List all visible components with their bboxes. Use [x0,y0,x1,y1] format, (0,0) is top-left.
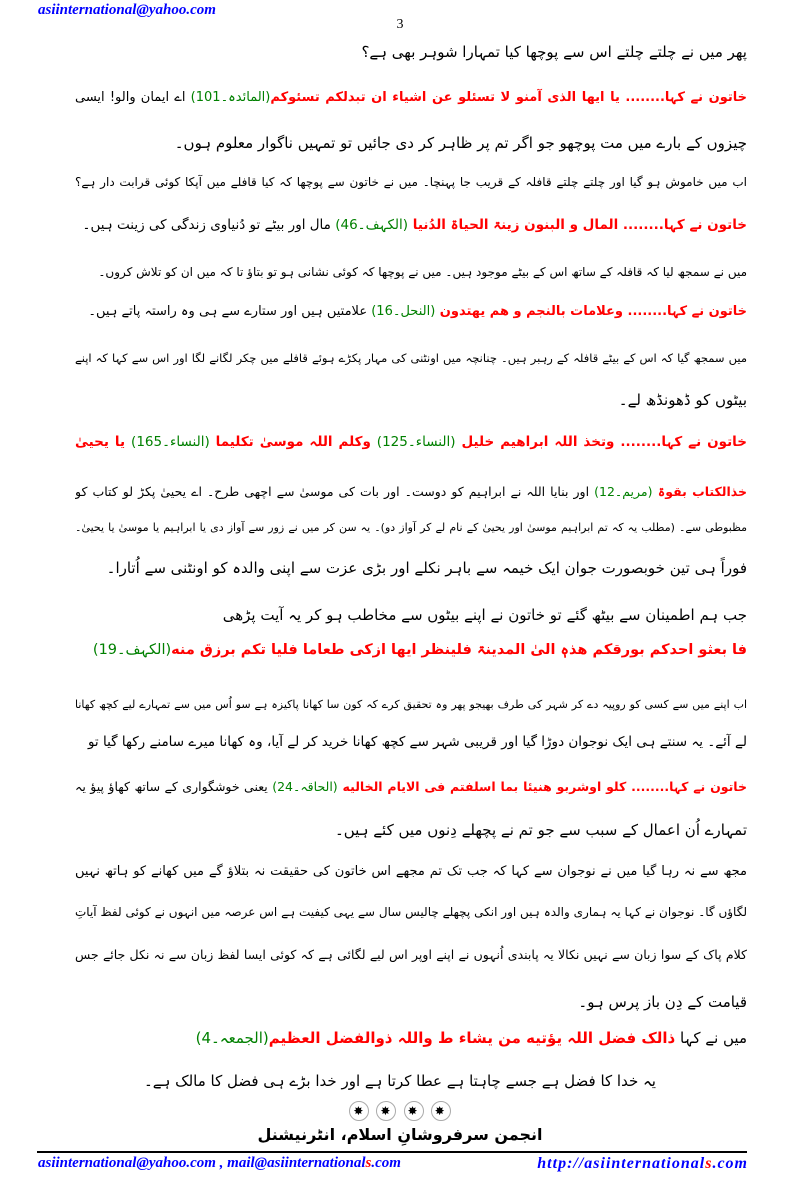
footer-url-suffix: .com [712,1155,748,1172]
text-line [75,347,747,369]
urdu-text: لگاؤں گا۔ نوجوان نے کہا یہ ہماری والدہ ہیں اور انکی پچھلے چالیس سال سے یہی کیفیت ہے اس عرصہ میں انہوں نے کوئی لفظ آیاتِ [75,905,747,919]
text-line [75,901,747,923]
urdu-text: علامتیں ہیں اور ستارے سے ہی وہ راستہ پاتے ہیں۔ [88,304,372,319]
verse-reference: (المائدہ۔101) [190,90,271,105]
urdu-text: تمہارے اُن اعمال کے سبب سے جو تم نے پچھلے دِنوں میں کئے ہیں۔ [334,821,747,839]
verse-reference: (الکہف۔19) [92,642,172,658]
footer-url-prefix: http://asiinternational [537,1155,706,1172]
urdu-text: میں نے کہا [675,1029,747,1047]
footer-emails-suffix: .com [371,1155,401,1171]
footer-emails-s: s [365,1155,372,1171]
text-line [75,694,747,716]
verse-reference: (النحل۔16) [371,304,436,319]
quran-verse: خاتون نے کہا........ المال و البنون زینۃ الحیاۃ الدُنیا [408,217,747,233]
text-line [75,431,747,453]
text-line [75,604,747,626]
footer-emails[interactable] [38,1155,401,1172]
text-line [75,991,747,1013]
text-line [75,944,747,966]
urdu-text: اور بنایا اللہ نے ابراہیم کو دوست۔ اور بات کی موسیٰ سے اچھی طرح۔ اے یحییٰ پکڑ لو کتاب کو [75,484,595,499]
urdu-text: مجھ سے نہ رہا گیا میں نے نوجوان سے کہا کہ جب تک تم مجھے اس خاتون کی حقیقت نہ بتلاؤ گے میں کھانے کو ہاتھ نہیں [75,864,747,879]
text-line [75,776,747,798]
text-line [75,481,747,503]
text-line [75,517,747,539]
urdu-text: مال اور بیٹے تو دُنیاوی زندگی کی زینت ہیں۔ [82,217,336,233]
verse-reference: (النساء۔125) [376,434,456,450]
verse-reference: (الکہف۔46) [335,217,409,233]
urdu-text: اب اپنے میں سے کسی کو روپیہ دے کر شہر کی طرف بھیجو پھر وہ تحقیق کرے کہ کون سا کھانا پاکیزہ ہے سو اُس میں سے تمہارے لیے کچھ کھانا [75,698,747,711]
star-ornament-icon: ✸ [376,1101,396,1121]
quran-verse: خاتون نے کہا........ وتخذ اللہ ابراھیم خلیل [455,434,747,450]
text-line [75,389,747,411]
page-number: 3 [396,17,404,32]
urdu-text: کلام پاک کے سوا زبان سے نہیں نکالا یہ پابندی اُنہوں نے اپنے اوپر اس لیے لگائی ہے کہ کوئی ایسا لفظ زبان سے نہ نکل جائے جس [75,947,747,962]
text-line [75,557,747,579]
text-line [75,731,747,753]
star-ornament-icon: ✸ [431,1101,451,1121]
footer-website-link[interactable] [537,1155,748,1173]
quran-verse: وکلم اللہ موسیٰ تکلیما [209,434,377,450]
urdu-text: یعنی خوشگواری کے ساتھ کھاؤ پیؤ یہ [75,779,273,794]
urdu-text: میں نے سمجھ لیا کہ قافلہ کے ساتھ اس کے بیٹے موجود ہیں۔ میں نے پوچھا کہ کوئی نشانی ہو تو بتاؤ تا کہ میں ان کو تلاش کروں۔ [98,265,747,279]
text-line [75,861,747,883]
text-line [75,171,747,193]
quran-verse: ذالک فضل اللہ یؤتیه من یشاء ط واللہ ذوالفضل العظیم [268,1029,676,1047]
urdu-text: فوراً ہی تین خوبصورت جوان ایک خیمہ سے باہر نکلے اور بڑی عزت سے اپنی والدہ کو اونٹنی سے اُتارا۔ [106,559,747,577]
footer-emails-prefix: asiinternational@yahoo.com , mail@asiinternational [38,1155,366,1171]
text-line [75,132,747,154]
urdu-text: چیزوں کے بارے میں مت پوچھو جو اگر تم پر ظاہر کر دی جائیں تو تمہیں ناگوار معلوم ہوں۔ [174,134,747,152]
ornament-row [0,1100,800,1121]
quran-verse: یا یحییٰ [75,434,132,450]
closing-line: یہ خدا کا فضل ہے جسے چاہتا ہے عطا کرتا ہے اور خدا بڑے ہی فضل کا مالک ہے۔ [144,1072,656,1090]
quran-verse: خاتون نے کہا........ وعلامات بالنجم و ھم یھتدون [435,304,747,319]
urdu-text: پھر میں نے چلتے چلتے اس سے پوچھا کیا تمہارا شوہر بھی ہے؟ [361,43,747,61]
organization-title: انجمن سرفروشانِ اسلام، انٹرنیشنل [257,1125,543,1144]
footer-url-s: s [705,1155,713,1172]
urdu-text: میں سمجھ گیا کہ اس کے بیٹے قافلہ کے رہبر ہیں۔ چنانچہ میں اونٹنی کی مہار پکڑے ہوئے قافلے میں چکر لگانے لگا اور اس سے کہا کہ اپنے [75,351,747,365]
text-line [75,214,747,236]
verse-reference: (الحاقہ۔24) [272,779,338,794]
text-line [75,639,747,661]
urdu-text: لے آئے۔ یہ سنتے ہی ایک نوجوان دوڑا گیا اور قریبی شہر سے کچھ کھانا خرید کر لے آیا، وہ کھانا میرے سامنے رکھا گیا تو [87,734,747,750]
quran-verse: خاتون نے کہا........ کلو اوشربو ھنیئا بما اسلفتم فی الایام الخالیه [337,779,747,794]
verse-reference: (مریم۔12) [594,484,653,499]
footer-divider [37,1151,747,1153]
header-email[interactable]: asiinternational@yahoo.com [38,2,216,18]
urdu-text: بیٹوں کو ڈھونڈھ لے۔ [618,391,747,409]
text-line [75,1027,747,1049]
star-ornament-icon: ✸ [349,1101,369,1121]
text-line [75,261,747,283]
text-line [75,41,747,63]
text-line [75,301,747,323]
text-line [75,819,747,841]
urdu-text: اے ایمان والو! ایسی [75,90,191,105]
star-ornament-icon: ✸ [404,1101,424,1121]
urdu-text: اب میں خاموش ہو گیا اور چلتے چلتے قافلہ کے قریب جا پہنچا۔ میں نے خاتون سے پوچھا کہ کیا قافلے میں آپکا کوئی قرابت دار ہے؟ [75,175,747,189]
verse-reference: (الجمعہ۔4) [195,1029,269,1047]
quran-verse: خذالکتاب بقوۃ [652,484,747,499]
quran-verse: فا بعثو احدکم بورقکم ھذہٖ الیٰ المدینۃ فلینظر ایھا ازکی طعاما فلیا تکم برزق منه [171,642,747,658]
verse-reference: (النساء۔165) [131,434,210,450]
urdu-text: مظبوطی سے۔ (مطلب یہ کہ تم ابراہیم موسیٰ اور یحییٰ کے نام لے کر آواز دو)۔ یہ سن کر میں نے زور سے آواز دی یا ابراہیم یا موسیٰ یا یحییٰ۔ [75,521,747,534]
quran-verse: خاتون نے کہا........ یا ایھا الذی آمنو لا تسئلو عن اشیاء ان تبدلکم تسئوکم [270,90,747,105]
text-line [75,87,747,109]
urdu-text: جب ہم اطمینان سے بیٹھ گئے تو خاتون نے اپنے بیٹوں سے مخاطب ہو کر یہ آیت پڑھی [222,606,747,624]
urdu-text: قیامت کے دِن باز پرس ہو۔ [578,993,747,1011]
